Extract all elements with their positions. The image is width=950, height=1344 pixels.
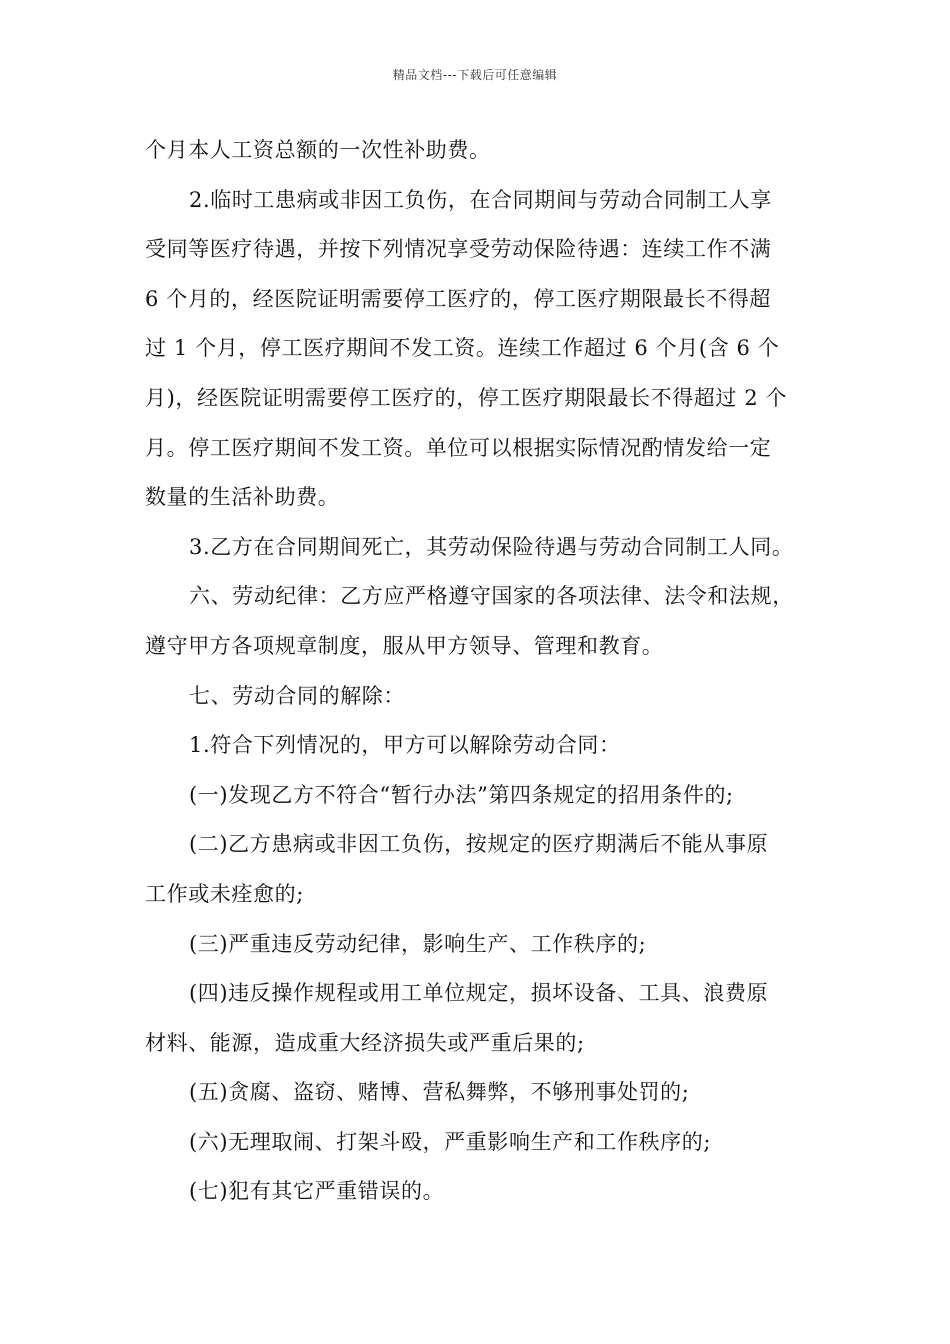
text-line: 2.临时工患病或非因工负伤，在合同期间与劳动合同制工人享: [189, 187, 772, 212]
text-line: 工作或未痊愈的;: [145, 881, 304, 906]
document-body: [145, 130, 810, 1221]
text-line: 6 个月的，经医院证明需要停工医疗的，停工医疗期限最长不得超: [145, 286, 772, 311]
text-line: 3.乙方在合同期间死亡，其劳动保险待遇与劳动合同制工人同。: [189, 534, 794, 559]
text-line: 个月本人工资总额的一次性补助费。: [145, 138, 491, 162]
list-item: (三)严重违反劳动纪律，影响生产、工作秩序的;: [189, 931, 647, 956]
list-item: (一)发现乙方不符合“暂行办法”第四条规定的招用条件的;: [189, 782, 734, 807]
text-line: 六、劳动纪律：乙方应严格遵守国家的各项法律、法令和法规，: [189, 584, 794, 609]
text-line: 月)，经医院证明需要停工医疗的，停工医疗期限最长不得超过 2 个: [145, 385, 788, 410]
list-item: (六)无理取闹、打架斗殴，严重影响生产和工作秩序的;: [189, 1129, 712, 1154]
text-line: 受同等医疗待遇，并按下列情况享受劳动保险待遇：连续工作不满: [145, 237, 772, 262]
text-line: 遵守甲方各项规章制度，服从甲方领导、管理和教育。: [145, 633, 664, 658]
text-line: 材料、能源，造成重大经济损失或严重后果的;: [145, 1030, 585, 1055]
section-heading: 七、劳动合同的解除：: [189, 683, 405, 708]
page-header: 精品文档---下载后可任意编辑: [392, 68, 558, 82]
text-line: 数量的生活补助费。: [145, 485, 340, 510]
list-item: (二)乙方患病或非因工负伤，按规定的医疗期满后不能从事原: [189, 832, 769, 857]
text-line: 月。停工医疗期间不发工资。单位可以根据实际情况酌情发给一定: [145, 435, 772, 460]
text-line: 过 1 个月，停工医疗期间不发工资。连续工作超过 6 个月(含 6 个: [145, 336, 780, 361]
list-item: (七)犯有其它严重错误的。: [189, 1179, 445, 1204]
list-item: (五)贪腐、盗窃、赌博、营私舞弊，不够刑事处罚的;: [189, 1080, 690, 1105]
text-line: 1.符合下列情况的，甲方可以解除劳动合同：: [189, 733, 621, 758]
list-item: (四)违反操作规程或用工单位规定，损坏设备、工具、浪费原: [189, 981, 769, 1006]
